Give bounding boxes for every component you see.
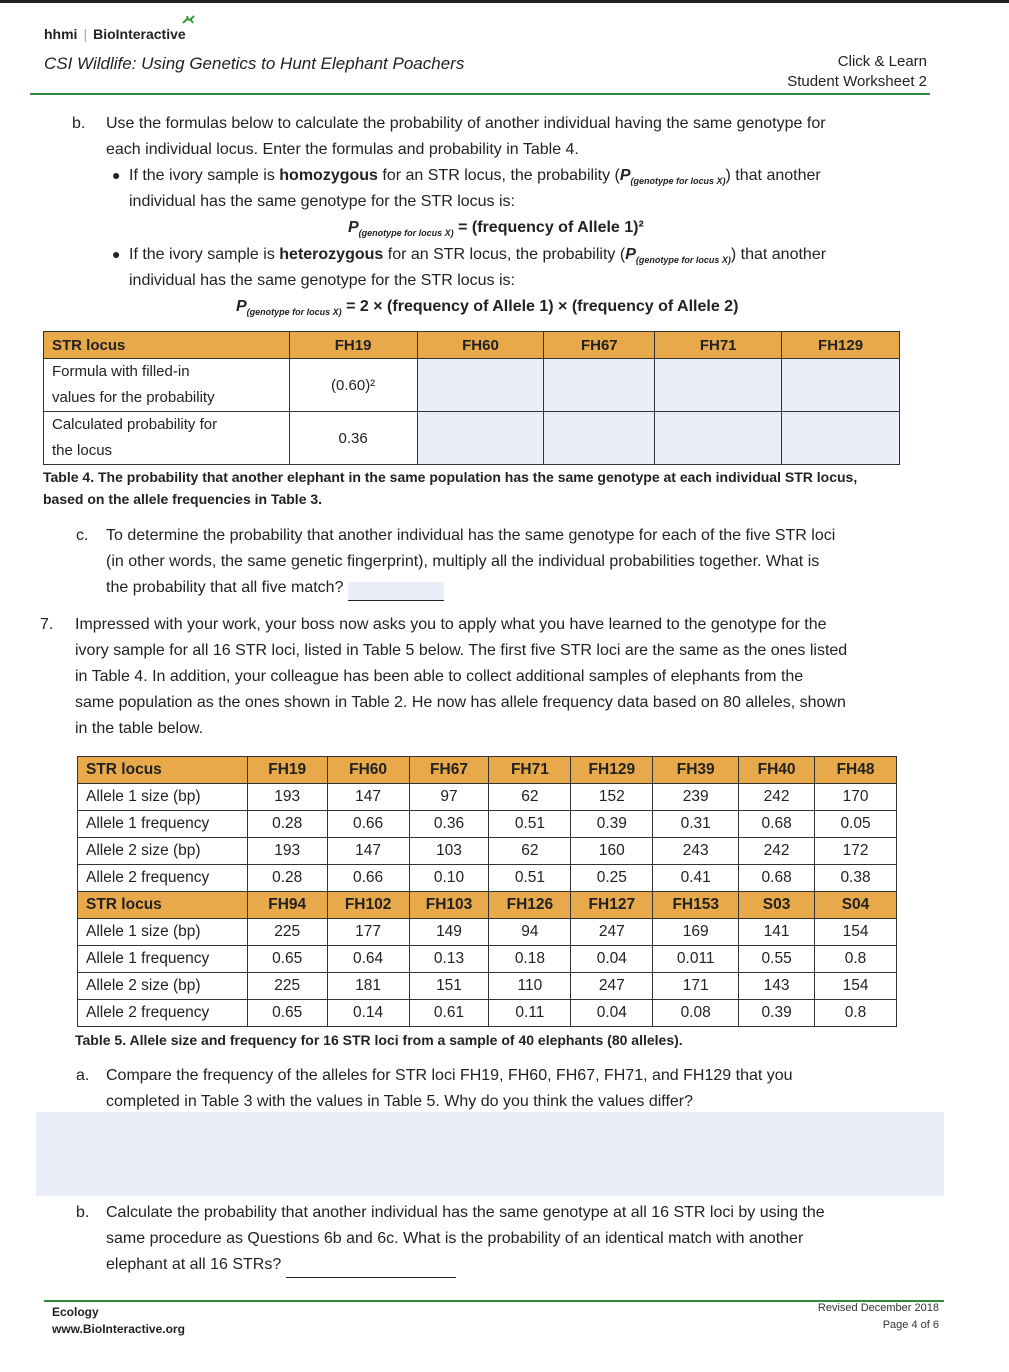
q7b-label: b. — [76, 1204, 90, 1221]
table-row — [78, 946, 897, 973]
q6c-answer-field[interactable] — [348, 582, 444, 601]
row-label: Allele 1 frequency — [78, 811, 248, 838]
bullet-icon: ● — [112, 246, 121, 262]
header-rule — [30, 93, 930, 95]
fh71-formula-field[interactable] — [655, 359, 782, 412]
fh60-probability-field[interactable] — [417, 412, 544, 465]
table-4 — [43, 331, 900, 465]
q6c-line3: the probability that all five match? — [106, 575, 444, 601]
lizard-icon — [181, 14, 197, 26]
table-cell: 225 — [247, 919, 327, 946]
table-cell: 0.51 — [489, 811, 571, 838]
footer-rule — [44, 1300, 944, 1302]
fh67-probability-field[interactable] — [544, 412, 655, 465]
table-cell: 154 — [815, 919, 897, 946]
bullet1-line1: If the ivory sample is homozygous for an STR locus, the probability $(P_{(genotype for locus X)})$ that another — [129, 167, 821, 186]
table-cell: 0.36 — [409, 811, 489, 838]
q6b-label: b. — [72, 115, 86, 132]
table-cell: FH129 — [571, 757, 653, 784]
fh129-formula-field[interactable] — [782, 359, 900, 412]
table-cell: FH48 — [815, 757, 897, 784]
footer-right — [818, 1300, 939, 1334]
logo-brand: BioInteractive — [93, 26, 186, 42]
table-cell: 0.14 — [327, 1000, 409, 1027]
q7a-answer-field[interactable] — [36, 1112, 944, 1196]
table-cell: 154 — [815, 973, 897, 1000]
row-label: Allele 2 frequency — [78, 1000, 248, 1027]
table-cell: FH19 — [247, 757, 327, 784]
row-label: STR locus — [78, 892, 248, 919]
bullet1-line2: individual has the same genotype for the STR locus is: — [129, 193, 515, 210]
table-cell: 103 — [409, 838, 489, 865]
table-row — [78, 838, 897, 865]
table-cell: 0.11 — [489, 1000, 571, 1027]
table-row — [78, 784, 897, 811]
table-cell: 170 — [815, 784, 897, 811]
header-left — [44, 26, 464, 74]
q7a-label: a. — [76, 1067, 90, 1084]
table-cell: 149 — [409, 919, 489, 946]
table-cell: 247 — [571, 919, 653, 946]
formula-heterozygous: $P_{(genotype for locus X)} = 2$ × (frequency of Allele 1) × (frequency of Allele 2) — [236, 298, 739, 317]
table-cell: FH71 — [489, 757, 571, 784]
q7a-line2: completed in Table 3 with the values in Table 5. Why do you think the values differ? — [106, 1093, 694, 1110]
table-cell: 0.64 — [327, 946, 409, 973]
table-cell: 239 — [653, 784, 739, 811]
q7b-line3: elephant at all 16 STRs? — [106, 1252, 456, 1278]
bullet2-line1: If the ivory sample is heterozygous for an STR locus, the probability $(P_{(genotype for locus X)})$ that another — [129, 246, 827, 265]
q7a-line1: Compare the frequency of the alleles for STR loci FH19, FH60, FH67, FH71, and FH129 that you — [106, 1067, 793, 1084]
page-number: Page 4 of 6 — [882, 1319, 939, 1331]
table-cell: 247 — [571, 973, 653, 1000]
table-cell: S03 — [739, 892, 815, 919]
fh19-probability: 0.36 — [289, 412, 417, 465]
table-cell: 110 — [489, 973, 571, 1000]
footer-left — [52, 1304, 185, 1338]
table-cell: 62 — [489, 784, 571, 811]
q7b-answer-field[interactable] — [286, 1259, 456, 1278]
table-cell: FH40 — [739, 757, 815, 784]
table-cell: 0.28 — [247, 865, 327, 892]
table-cell: 0.25 — [571, 865, 653, 892]
table-cell: 160 — [571, 838, 653, 865]
table-cell: 147 — [327, 784, 409, 811]
q7-label: 7. — [40, 616, 54, 633]
q6c-line1: To determine the probability that another individual has the same genotype for each of the five STR loci — [106, 527, 836, 544]
table-cell: 193 — [247, 784, 327, 811]
table-cell: 0.66 — [327, 811, 409, 838]
row-label: STR locus — [78, 757, 248, 784]
table-cell: 0.41 — [653, 865, 739, 892]
q7-line3: in Table 4. In addition, your colleague has been able to collect additional samples of elephants from the — [75, 668, 804, 685]
table-cell: 0.011 — [653, 946, 739, 973]
row-label: Allele 1 size (bp) — [78, 784, 248, 811]
table5-caption: Table 5. Allele size and frequency for 16 STR loci from a sample of 40 elephants (80 alleles). — [75, 1032, 683, 1048]
bullet-icon: ● — [112, 167, 121, 183]
fh60-formula-field[interactable] — [417, 359, 544, 412]
table-cell: 0.38 — [815, 865, 897, 892]
table-cell: 0.05 — [815, 811, 897, 838]
table-cell: 0.55 — [739, 946, 815, 973]
fh129-probability-field[interactable] — [782, 412, 900, 465]
q7-line1: Impressed with your work, your boss now asks you to apply what you have learned to the genotype for the — [75, 616, 827, 633]
table-cell: 0.28 — [247, 811, 327, 838]
table-cell: 147 — [327, 838, 409, 865]
fh19-formula: (0.60)² — [289, 359, 417, 412]
table-cell: 172 — [815, 838, 897, 865]
table-cell: FH60 — [327, 757, 409, 784]
table-cell: 62 — [489, 838, 571, 865]
top-border — [0, 0, 1009, 3]
table-cell: 0.68 — [739, 811, 815, 838]
table-cell: FH39 — [653, 757, 739, 784]
table-cell: 0.04 — [571, 1000, 653, 1027]
row-label: Allele 1 frequency — [78, 946, 248, 973]
q6b-text-line2: each individual locus. Enter the formulas and probability in Table 4. — [106, 141, 579, 158]
table-cell: S04 — [815, 892, 897, 919]
table-row — [78, 757, 897, 784]
table-cell: FH67 — [409, 757, 489, 784]
table-cell: 0.31 — [653, 811, 739, 838]
table-row — [78, 892, 897, 919]
table-cell: 0.65 — [247, 946, 327, 973]
table-cell: 0.10 — [409, 865, 489, 892]
table-row — [44, 412, 900, 465]
table-row — [78, 919, 897, 946]
table-cell: 177 — [327, 919, 409, 946]
table-cell: 193 — [247, 838, 327, 865]
logo: hhmi | BioInteractive — [44, 26, 464, 42]
table-cell: 225 — [247, 973, 327, 1000]
table-row — [78, 865, 897, 892]
table-cell: 141 — [739, 919, 815, 946]
q6c-line2: (in other words, the same genetic fingerprint), multiply all the individual probabilities together. What is — [106, 553, 820, 570]
table-cell: 94 — [489, 919, 571, 946]
table-cell: 0.68 — [739, 865, 815, 892]
table-cell: 0.51 — [489, 865, 571, 892]
table-cell: 171 — [653, 973, 739, 1000]
table-row — [78, 811, 897, 838]
formula-homozygous: $P_{(genotype for locus X)}$ = (frequency of Allele 1)² — [348, 219, 644, 238]
table-cell: 143 — [739, 973, 815, 1000]
footer-website: www.BioInteractive.org — [52, 1322, 185, 1336]
table-cell: 97 — [409, 784, 489, 811]
table-cell: FH153 — [653, 892, 739, 919]
table-cell: 151 — [409, 973, 489, 1000]
q7-line2: ivory sample for all 16 STR loci, listed in Table 5 below. The first five STR loci are the same as the ones listed — [75, 642, 848, 659]
table-cell: FH102 — [327, 892, 409, 919]
document-title: CSI Wildlife: Using Genetics to Hunt Elephant Poachers — [44, 54, 465, 73]
row-label: Allele 2 size (bp) — [78, 973, 248, 1000]
table-cell: FH127 — [571, 892, 653, 919]
table-row: STR locus FH19 FH60 FH67 FH71 FH129 — [44, 332, 900, 359]
table-cell: 242 — [739, 838, 815, 865]
worksheet-label: Student Worksheet 2 — [787, 73, 927, 90]
q7b-line2: same procedure as Questions 6b and 6c. What is the probability of an identical match with another — [106, 1230, 804, 1247]
table-row — [44, 359, 900, 412]
table-cell: 0.61 — [409, 1000, 489, 1027]
table-cell: FH94 — [247, 892, 327, 919]
q7-line4: same population as the ones shown in Table 2. He now has allele frequency data based on 80 alleles, shown — [75, 694, 846, 711]
table-row — [78, 1000, 897, 1027]
revision-date: Revised December 2018 — [817, 1302, 939, 1314]
table-cell: 0.18 — [489, 946, 571, 973]
table-cell: 0.8 — [815, 946, 897, 973]
q6b-text-line1: Use the formulas below to calculate the probability of another individual having the same genotype for — [106, 115, 826, 132]
table-cell: 0.39 — [739, 1000, 815, 1027]
table-row — [78, 973, 897, 1000]
q7b-line1: Calculate the probability that another individual has the same genotype at all 16 STR loci by using the — [106, 1204, 825, 1221]
table-cell: 0.04 — [571, 946, 653, 973]
q7-line5: in the table below. — [75, 720, 204, 737]
table-cell: 0.08 — [653, 1000, 739, 1027]
table-cell: 243 — [653, 838, 739, 865]
click-learn-label: Click & Learn — [837, 53, 927, 70]
fh71-probability-field[interactable] — [655, 412, 782, 465]
row-label: Allele 2 size (bp) — [78, 838, 248, 865]
table4-caption: Table 4. The probability that another elephant in the same population has the same genotype at each individual STR locus, based on the allele frequencies in Table 3. — [43, 469, 858, 507]
table-cell: 169 — [653, 919, 739, 946]
table-cell: 0.8 — [815, 1000, 897, 1027]
table-cell: 242 — [739, 784, 815, 811]
table-cell: 181 — [327, 973, 409, 1000]
fh67-formula-field[interactable] — [544, 359, 655, 412]
table-cell: 0.13 — [409, 946, 489, 973]
logo-org: hhmi — [44, 26, 78, 42]
row-label: Formula with filled-in values for the probability — [44, 359, 290, 412]
table-cell: FH103 — [409, 892, 489, 919]
row-label: Calculated probability for the locus — [44, 412, 290, 465]
q6c-label: c. — [76, 527, 89, 544]
header-right — [787, 52, 927, 92]
table-5 — [77, 756, 897, 1027]
bullet2-line2: individual has the same genotype for the STR locus is: — [129, 272, 515, 289]
row-label: Allele 1 size (bp) — [78, 919, 248, 946]
table-cell: 0.66 — [327, 865, 409, 892]
table-cell: 152 — [571, 784, 653, 811]
table-cell: 0.65 — [247, 1000, 327, 1027]
footer-subject: Ecology — [52, 1305, 99, 1319]
table-cell: FH126 — [489, 892, 571, 919]
table-cell: 0.39 — [571, 811, 653, 838]
row-label: Allele 2 frequency — [78, 865, 248, 892]
